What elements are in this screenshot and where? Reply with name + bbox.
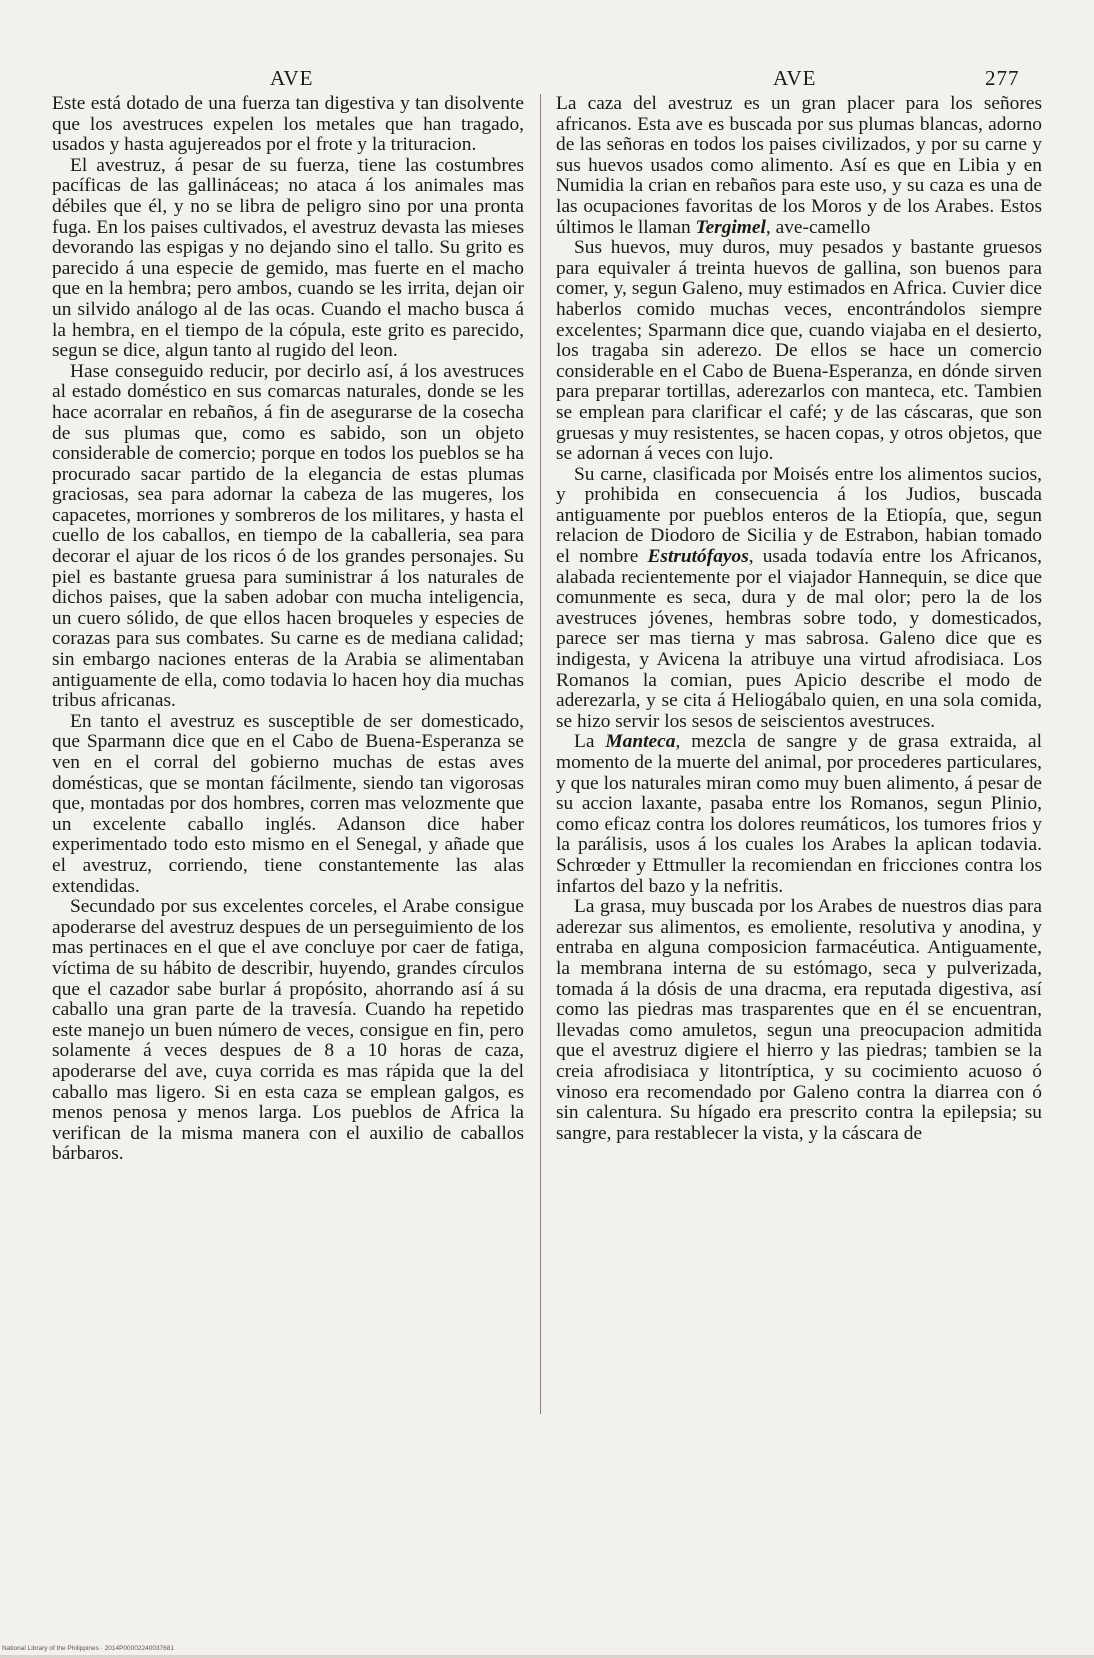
paragraph: El avestruz, á pesar de su fuerza, tiene las costumbres pacíficas de las gallináceas; no ataca á los animales mas débiles que él, y no se libra de peligro sino por una pronta fuga. En los paises cultivados, el avestruz devasta las mieses devorando las espigas y no dejando sino el tallo. Su grito es parecido á una especie de gemido, mas fuerte en el macho que en la hembra; pero ambos, cuando se les irrita, dejan oir un silvido análogo al de las ocas. Cuando el macho busca á la hembra, en el tiempo de la cópula, este grito es parecido, segun se dice, algun tanto al rugido del leon. (52, 154, 524, 362)
left-column (52, 94, 524, 1165)
right-column (556, 94, 1042, 1144)
paragraph: Hase conseguido reducir, por decirlo así, á los avestruces al estado doméstico en sus comarcas naturales, donde se les hace acorralar en rebaños, á fin de asegurarse de la cosecha de sus plumas que, como es sabido, son un objeto considerable de comercio; porque en todos los pueblos se ha procurado sacar partido de la elegancia de estas plumas graciosas, sea para adornar la cabeza de las mugeres, los capacetes, morriones y sombreros de los militares, y hasta el cuello de los caballos, en tiempo de la caballeria, sea para decorar el ajuar de los ricos ó de los grandes personajes. Su piel es bastante gruesa para suministrar á los naturales de dichos paises, que la saben adobar con mucha inteligencia, un cuero sólido, de que ellos hacen broqueles y especies de corazas para sus combates. Su carne es de mediana calidad; sin embargo naciones enteras de la Arabia se alimentaban antiguamente de ella, como todavia lo hacen hoy dia muchas tribus africanas. (52, 360, 524, 712)
paragraph-text: , ave-camello (765, 216, 871, 238)
italic-term: Estrutófayos (647, 546, 749, 568)
paragraph (556, 732, 1042, 897)
paragraph: La grasa, muy buscada por los Arabes de nuestros dias para aderezar sus alimentos, es emoliente, resolutiva y anodina, y entraba en alguna composicion farmacéutica. Antiguamente, la membrana interna de su estómago, seca y pulverizada, tomada á la dósis de una dracma, era reputada digestiva, así como las piedras mas trasparentes que en él se encuentran, llevadas como amuletos, segun una preocupacion admitida que el avestruz digiere el hierro y las piedras; tambien se la creia afrodisiaca y litontríptica, y su cocimiento acuoso ó vinoso era recomendado por Galeno contra la diarrea con ó sin calentura. Su hígado era prescrito contra la epilepsia; su sangre, para restablecer la vista, y la cáscara de (556, 896, 1042, 1144)
running-head-right: AVE (773, 66, 817, 90)
paragraph (556, 94, 1042, 238)
paragraph-text: , usada todavía entre los Africanos, alabada recientemente por el viajador Hannequin, se dice que comunmente es seca, dura y de mal olor; pero la de los avestruces jóvenes, hembras sobre todo, y domesticados, parece ser mas tierna y mas sabrosa. Galeno dice que es indigesta, y Avicena la atribuye una virtud afrodisiaca. Los Romanos la comian, pues Apicio describe el modo de aderezarla, y se cita á Heliogábalo quien, en una sola comida, se hizo servir los sesos de seiscientos avestruces. (556, 546, 1042, 732)
paragraph: Secundado por sus excelentes corceles, el Arabe consigue apoderarse del avestruz despues de un perseguimiento de los mas pertinaces en el que el ave concluye por caer de fatiga, víctima de su hábito de describir, huyendo, grandes círculos que el cazador sabe burlar á propósito, ahorrando así á su caballo una gran parte de la travesía. Cuando ha repetido este manejo un buen número de veces, consigue en fin, pero solamente á veces despues de 8 a 10 horas de caza, apoderarse del ave, cuya corrida es mas rápida que la del caballo mas ligero. Si en esta caza se emplean galgos, es menos penosa y menos larga. Los pueblos de Africa la verifican de la misma manera con el auxilio de caballos bárbaros. (52, 896, 524, 1165)
paragraph (556, 465, 1042, 733)
paragraph-text: La caza del avestruz es un gran placer para los señores africanos. Esta ave es buscada por sus plumas blancas, adorno de las señoras en todos los paises civilizados, y por su carne y sus huevos usados como alimento. Así es que en Libia y en Numidia la crian en rebaños para este uso, y su caza es una de las ocupaciones favoritas de los Moros y de los Arabes. Estos últimos le llaman (556, 93, 1042, 238)
italic-term: Manteca (605, 731, 676, 753)
page-number: 277 (985, 66, 1020, 90)
paragraph-text: Su carne, clasificada por Moisés entre los alimentos sucios, y prohibida en consecuencia á los Judios, buscada antiguamente por pueblos enteros de la Etiopía, que, segun relacion de Diodoro de Sicilia y de Estrabon, habian tomado el nombre (556, 463, 1042, 568)
column-divider (540, 94, 541, 1414)
running-head-left: AVE (270, 66, 314, 90)
scan-credit: National Library of the Philippines · 2014P00002240037681 (2, 1645, 175, 1652)
paragraph-text: La (574, 731, 595, 753)
paragraph-text: , mezcla de sangre y de grasa extraida, al momento de la muerte del animal, por procederes particulares, y que los naturales miran como muy buen alimento, á pesar de su accion laxante, pasaba entre los Romanos, segun Plinio, como eficaz contra los dolores reumáticos, los tumores frios y la parálisis, usos á los cuales los Arabes la aplican todavia. Schrœder y Ettmuller la recomiendan en fricciones contra los infartos del bazo y la nefritis. (556, 731, 1042, 897)
paragraph: En tanto el avestruz es susceptible de ser domesticado, que Sparmann dice que en el Cabo de Buena-Esperanza se ven en el corral del gobierno muchas de estas aves domésticas, que se montan fácilmente, siendo tan vigorosas que, montadas por dos hombres, corren mas velozmente que un excelente caballo inglés. Adanson dice haber experimentado todo esto mismo en el Senegal, y añade que el avestruz, corriendo, tiene constantemente las alas extendidas. (52, 710, 524, 897)
paragraph: Sus huevos, muy duros, muy pesados y bastante gruesos para equivaler á treinta huevos de gallina, son buenos para comer, y, segun Galeno, muy estimados en Africa. Cuvier dice haberlos comido muchas veces, encontrándolos siempre excelentes; Sparmann dice que, cuando viajaba en el desierto, los tragaba sin aderezo. De ellos se hace un comercio considerable en el Cabo de Buena-Esperanza, en dónde sirven para preparar tortillas, aderezarlos con manteca, etc. Tambien se emplean para clarificar el café; y de las cáscaras, que son gruesas y muy resistentes, se hacen copas, y otros objetos, que se adornan á veces con lujo. (556, 237, 1042, 465)
paragraph: Este está dotado de una fuerza tan digestiva y tan disolvente que los avestruces expelen los metales que han tragado, usados y hasta agujereados por el frote y la trituracion. (52, 93, 524, 156)
italic-term: Tergimel (695, 216, 766, 238)
